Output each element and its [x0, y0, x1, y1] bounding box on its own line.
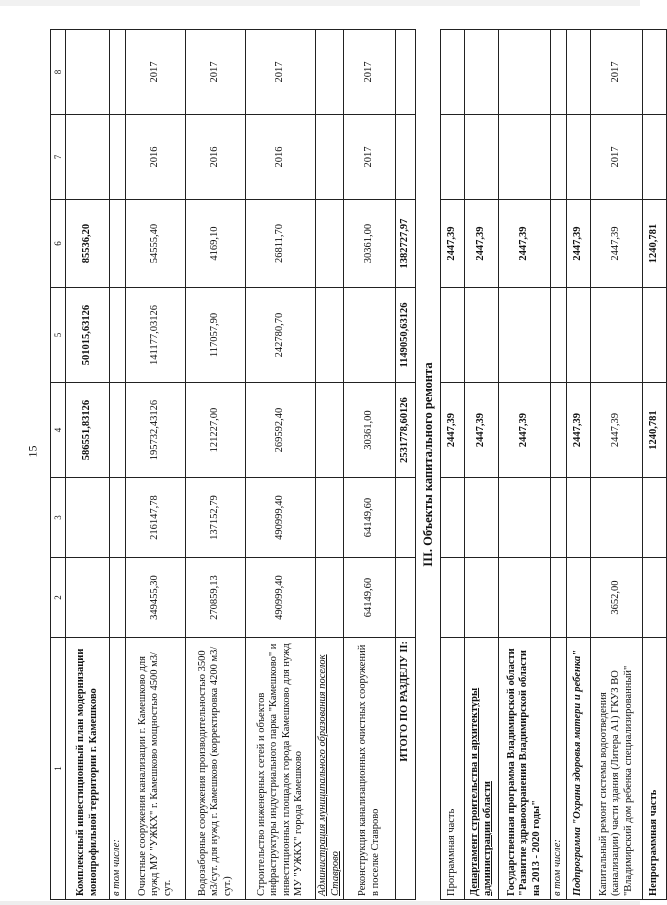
row-label: Программная часть	[441, 638, 465, 900]
cell-value: 2017	[591, 115, 643, 200]
column-number: 1	[51, 638, 66, 900]
column-number: 3	[51, 478, 66, 558]
table-row	[186, 30, 246, 900]
cell-value	[441, 30, 465, 115]
cell-value: 2447,39	[567, 200, 591, 288]
cell-value	[316, 558, 344, 638]
row-label: Реконструкция канализационных очистных сооружений в поселке Ставрово	[344, 638, 396, 900]
column-number-row	[51, 30, 66, 900]
cell-value	[396, 115, 416, 200]
cell-value	[396, 30, 416, 115]
cell-value: 2017	[344, 115, 396, 200]
cell-value	[316, 200, 344, 288]
cell-value: 349455,30	[126, 558, 186, 638]
column-number: 7	[51, 115, 66, 200]
cell-value	[396, 478, 416, 558]
cell-value	[591, 478, 643, 558]
cell-value: 2531778,60126	[396, 383, 416, 478]
table-row	[246, 30, 316, 900]
cell-value: 242780,70	[246, 288, 316, 383]
cell-value	[643, 30, 667, 115]
column-number: 2	[51, 558, 66, 638]
cell-value: 54555,40	[126, 200, 186, 288]
cell-value	[110, 383, 126, 478]
page-number: 15	[25, 445, 40, 458]
cell-value: 270859,13	[186, 558, 246, 638]
capital-objects-table	[50, 29, 667, 900]
cell-value	[567, 30, 591, 115]
cell-value	[110, 558, 126, 638]
cell-value: 586551,83126	[66, 383, 110, 478]
cell-value	[66, 478, 110, 558]
column-number: 5	[51, 288, 66, 383]
cell-value: 2447,39	[465, 200, 499, 288]
cell-value	[316, 383, 344, 478]
cell-value: 2016	[246, 115, 316, 200]
row-label: Очистные сооружения канализации г. Камешково для нужд МУ "УЖКХ" г. Камешково мощностью 4500 м3/сут.	[126, 638, 186, 900]
row-label: в том числе:	[551, 638, 567, 900]
cell-value: 30361,00	[344, 200, 396, 288]
cell-value	[465, 30, 499, 115]
cell-value: 4169,10	[186, 200, 246, 288]
row-label: Государственная программа Владимирской области "Развитие здравоохранения Владимирской области на 2013 - 2020 годы"	[499, 638, 551, 900]
cell-value: 2017	[126, 30, 186, 115]
cell-value: 2016	[126, 115, 186, 200]
section-title: III. Объекты капитального ремонта	[416, 30, 441, 900]
scan-edge	[0, 901, 640, 905]
table-container	[50, 30, 660, 900]
row-label: в том числе:	[110, 638, 126, 900]
cell-value: 3652,00	[591, 558, 643, 638]
table-row	[126, 30, 186, 900]
cell-value	[551, 30, 567, 115]
table-row	[591, 30, 643, 900]
cell-value	[551, 200, 567, 288]
table-row	[643, 30, 667, 900]
table-row	[66, 30, 110, 900]
cell-value	[551, 288, 567, 383]
cell-value	[465, 478, 499, 558]
cell-value	[465, 288, 499, 383]
section-title-row	[416, 30, 441, 900]
row-label: Подпрограмма "Охрана здоровья матери и ребенка"	[567, 638, 591, 900]
cell-value: 2017	[344, 30, 396, 115]
cell-value	[110, 200, 126, 288]
cell-value: 137152,79	[186, 478, 246, 558]
cell-value: 501015,63126	[66, 288, 110, 383]
cell-value: 117057,90	[186, 288, 246, 383]
cell-value: 2016	[186, 115, 246, 200]
cell-value: 1382727,97	[396, 200, 416, 288]
cell-value	[110, 115, 126, 200]
cell-value	[551, 115, 567, 200]
cell-value: 2017	[246, 30, 316, 115]
cell-value: 2017	[591, 30, 643, 115]
cell-value: 64149,60	[344, 558, 396, 638]
cell-value: 30361,00	[344, 383, 396, 478]
cell-value: 216147,78	[126, 478, 186, 558]
cell-value	[567, 478, 591, 558]
cell-value	[441, 558, 465, 638]
table-row	[551, 30, 567, 900]
table-total-row	[396, 30, 416, 900]
table-row	[567, 30, 591, 900]
cell-value	[344, 288, 396, 383]
cell-value	[643, 478, 667, 558]
cell-value: 2447,39	[591, 200, 643, 288]
row-label: Водозаборные сооружения производительностью 3500 м3/сут. для нужд г. Камешково (корректировка 4200 м3/сут.)	[186, 638, 246, 900]
cell-value	[66, 558, 110, 638]
cell-value	[567, 558, 591, 638]
cell-value	[643, 288, 667, 383]
cell-value	[465, 115, 499, 200]
cell-value: 64149,60	[344, 478, 396, 558]
cell-value: 2017	[186, 30, 246, 115]
cell-value: 2447,39	[441, 383, 465, 478]
cell-value: 2447,39	[499, 383, 551, 478]
cell-value: 141177,03126	[126, 288, 186, 383]
cell-value	[110, 288, 126, 383]
cell-value	[316, 478, 344, 558]
cell-value	[66, 30, 110, 115]
row-label: Администрация муниципального образования поселок Ставрово	[316, 638, 344, 900]
row-label: Комплексный инвестиционный план модернизации монопрофильной территории г. Камешково	[66, 638, 110, 900]
cell-value	[110, 30, 126, 115]
cell-value	[66, 115, 110, 200]
cell-value	[316, 288, 344, 383]
table-row	[465, 30, 499, 900]
cell-value	[465, 558, 499, 638]
column-number: 4	[51, 383, 66, 478]
cell-value	[316, 115, 344, 200]
cell-value: 269592,40	[246, 383, 316, 478]
cell-value: 121227,00	[186, 383, 246, 478]
table-row	[344, 30, 396, 900]
table-row	[110, 30, 126, 900]
cell-value: 85536,20	[66, 200, 110, 288]
table-row	[499, 30, 551, 900]
table-row	[316, 30, 344, 900]
cell-value: 1240,781	[643, 383, 667, 478]
cell-value: 1240,781	[643, 200, 667, 288]
scan-edge	[0, 0, 640, 6]
cell-value	[643, 558, 667, 638]
cell-value	[499, 288, 551, 383]
column-number: 6	[51, 200, 66, 288]
cell-value: 1149050,63126	[396, 288, 416, 383]
cell-value	[643, 115, 667, 200]
cell-value: 490999,40	[246, 478, 316, 558]
row-label: Капитальный ремонт системы водоотведения (канализации) части здания (Литера А1) ГКУЗ ВО "Владимирский дом ребенка специализированный"	[591, 638, 643, 900]
cell-value: 2447,39	[465, 383, 499, 478]
row-label: Департамент строительства и архитектуры администрации области	[465, 638, 499, 900]
row-label: ИТОГО ПО РАЗДЕЛУ II:	[396, 638, 416, 900]
cell-value	[551, 383, 567, 478]
cell-value	[551, 558, 567, 638]
cell-value	[499, 30, 551, 115]
cell-value	[441, 288, 465, 383]
cell-value: 2447,39	[591, 383, 643, 478]
cell-value: 490999,40	[246, 558, 316, 638]
cell-value	[396, 558, 416, 638]
cell-value: 26811,70	[246, 200, 316, 288]
table-row	[441, 30, 465, 900]
cell-value	[591, 288, 643, 383]
column-number: 8	[51, 30, 66, 115]
cell-value	[567, 288, 591, 383]
cell-value: 2447,39	[567, 383, 591, 478]
cell-value	[441, 115, 465, 200]
cell-value	[441, 478, 465, 558]
cell-value: 2447,39	[441, 200, 465, 288]
rotated-page	[50, 30, 660, 900]
cell-value	[499, 478, 551, 558]
cell-value	[110, 478, 126, 558]
cell-value	[551, 478, 567, 558]
cell-value	[316, 30, 344, 115]
row-label: Строительство инженерных сетей и объектов инфраструктуры индустриального парка "Камешково" и инвестиционных площадок города Камешково для нужд МУ "УЖКХ" города Камешково	[246, 638, 316, 900]
cell-value	[499, 115, 551, 200]
cell-value: 2447,39	[499, 200, 551, 288]
row-label: Непрограммная часть	[643, 638, 667, 900]
cell-value	[567, 115, 591, 200]
cell-value: 195732,43126	[126, 383, 186, 478]
cell-value	[499, 558, 551, 638]
